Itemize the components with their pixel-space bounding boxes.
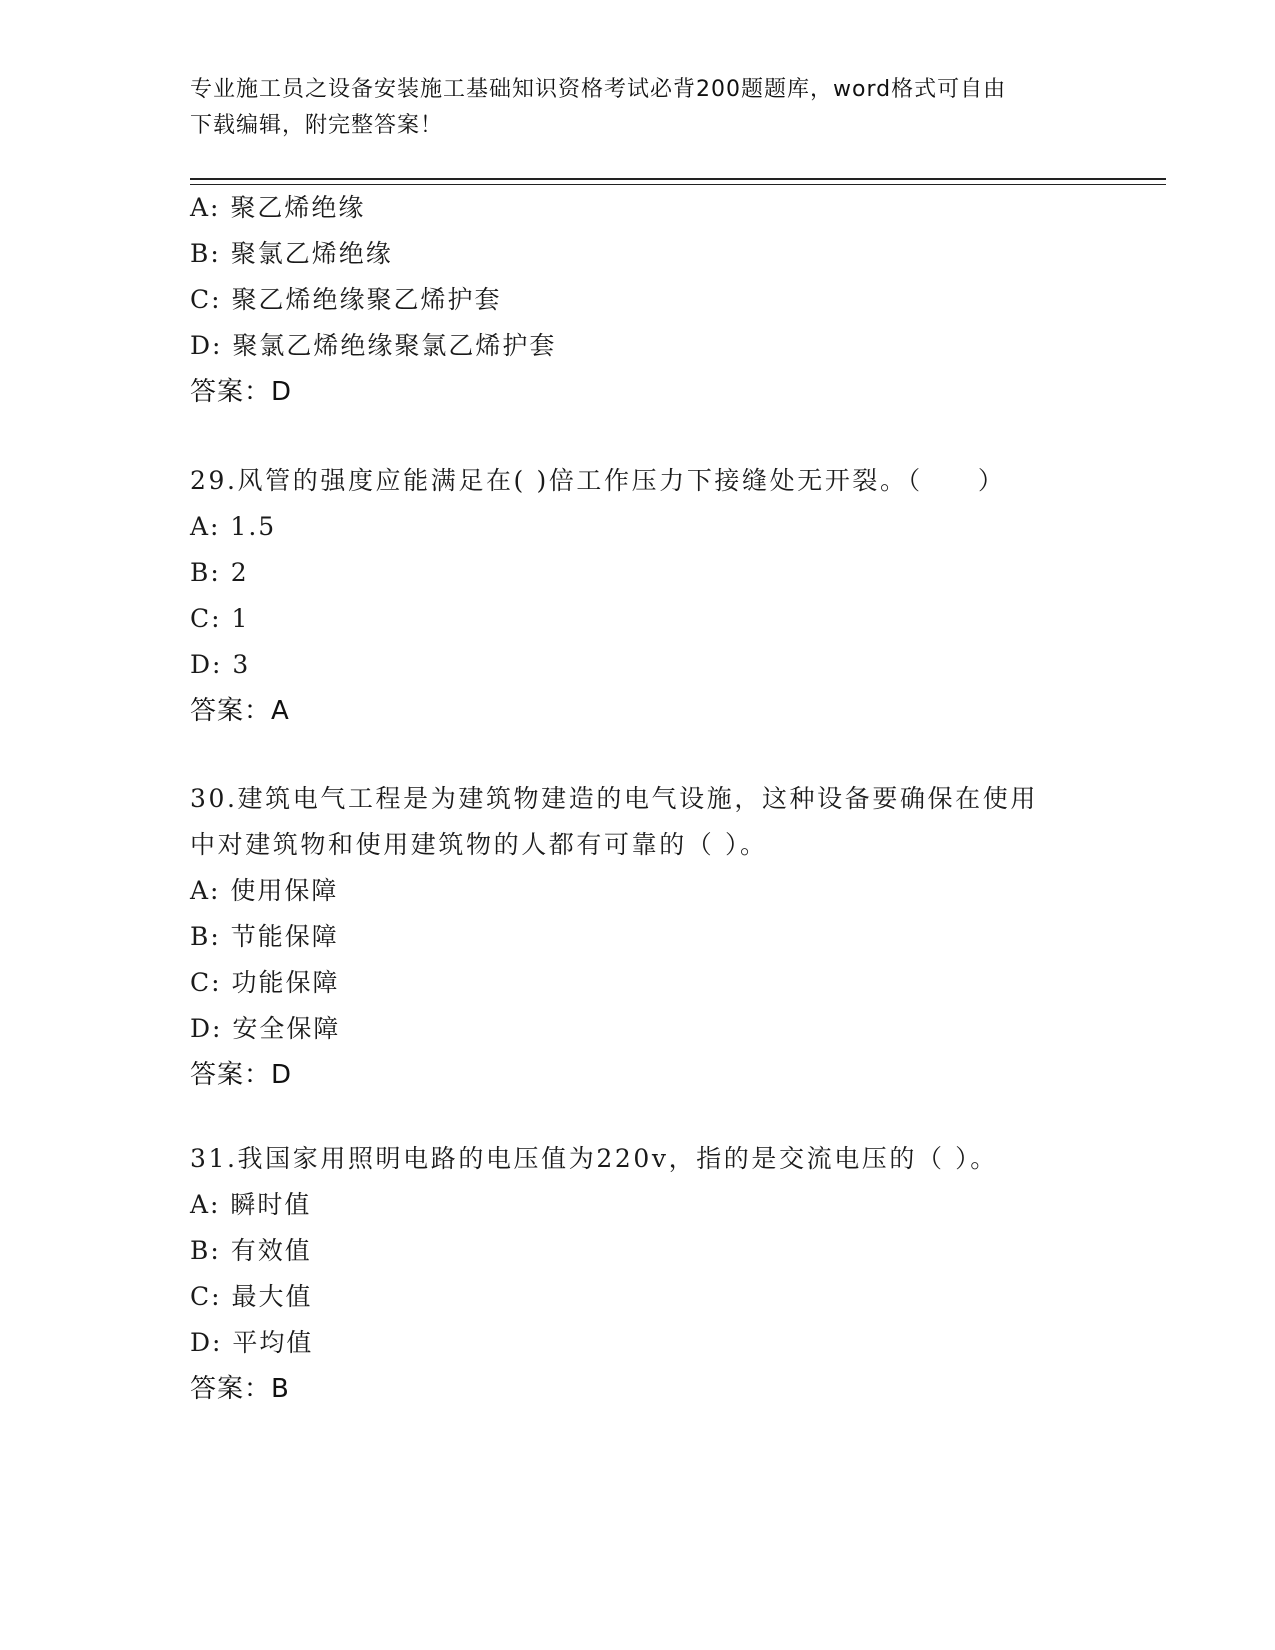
question-29 — [190, 458, 1090, 734]
option-c: C: 功能保障 — [190, 968, 340, 997]
header-line-1: 专业施工员之设备安装施工基础知识资格考试必背200题题库，word格式可自由 — [190, 77, 1007, 102]
option-a: A: 1.5 — [190, 512, 277, 541]
option-c: C: 聚乙烯绝缘聚乙烯护套 — [190, 285, 502, 314]
option-a: A: 聚乙烯绝缘 — [190, 193, 366, 222]
option-c: C: 最大值 — [190, 1282, 313, 1311]
question-28-continued — [190, 185, 1090, 415]
option-d: D: 安全保障 — [190, 1014, 341, 1043]
answer-line: 答案：D — [190, 1060, 293, 1090]
option-b: B: 节能保障 — [190, 922, 339, 951]
option-d: D: 聚氯乙烯绝缘聚氯乙烯护套 — [190, 331, 557, 360]
question-30 — [190, 776, 1090, 1098]
header-line-2: 下载编辑，附完整答案！ — [190, 113, 444, 138]
option-b: B: 聚氯乙烯绝缘 — [190, 239, 393, 268]
question-stem: 31.我国家用照明电路的电压值为220v，指的是交流电压的（ ）。 — [190, 1144, 998, 1173]
option-b: B: 2 — [190, 558, 249, 587]
option-a: A: 瞬时值 — [190, 1190, 312, 1219]
option-d: D: 平均值 — [190, 1328, 314, 1357]
header-rule-thick — [190, 178, 1166, 180]
question-stem-line-2: 中对建筑物和使用建筑物的人都有可靠的（ ）。 — [190, 830, 768, 859]
option-d: D: 3 — [190, 650, 251, 679]
question-31 — [190, 1136, 1090, 1412]
question-stem: 29.风管的强度应能满足在( )倍工作压力下接缝处无开裂。（ ） — [190, 466, 1006, 495]
question-stem-line-1: 30.建筑电气工程是为建筑物建造的电气设施，这种设备要确保在使用 — [190, 784, 1038, 813]
option-a: A: 使用保障 — [190, 876, 339, 905]
answer-line: 答案：A — [190, 696, 290, 726]
document-header — [190, 72, 1090, 144]
answer-line: 答案：D — [190, 377, 293, 407]
option-b: B: 有效值 — [190, 1236, 312, 1265]
option-c: C: 1 — [190, 604, 250, 633]
answer-line: 答案：B — [190, 1374, 290, 1404]
